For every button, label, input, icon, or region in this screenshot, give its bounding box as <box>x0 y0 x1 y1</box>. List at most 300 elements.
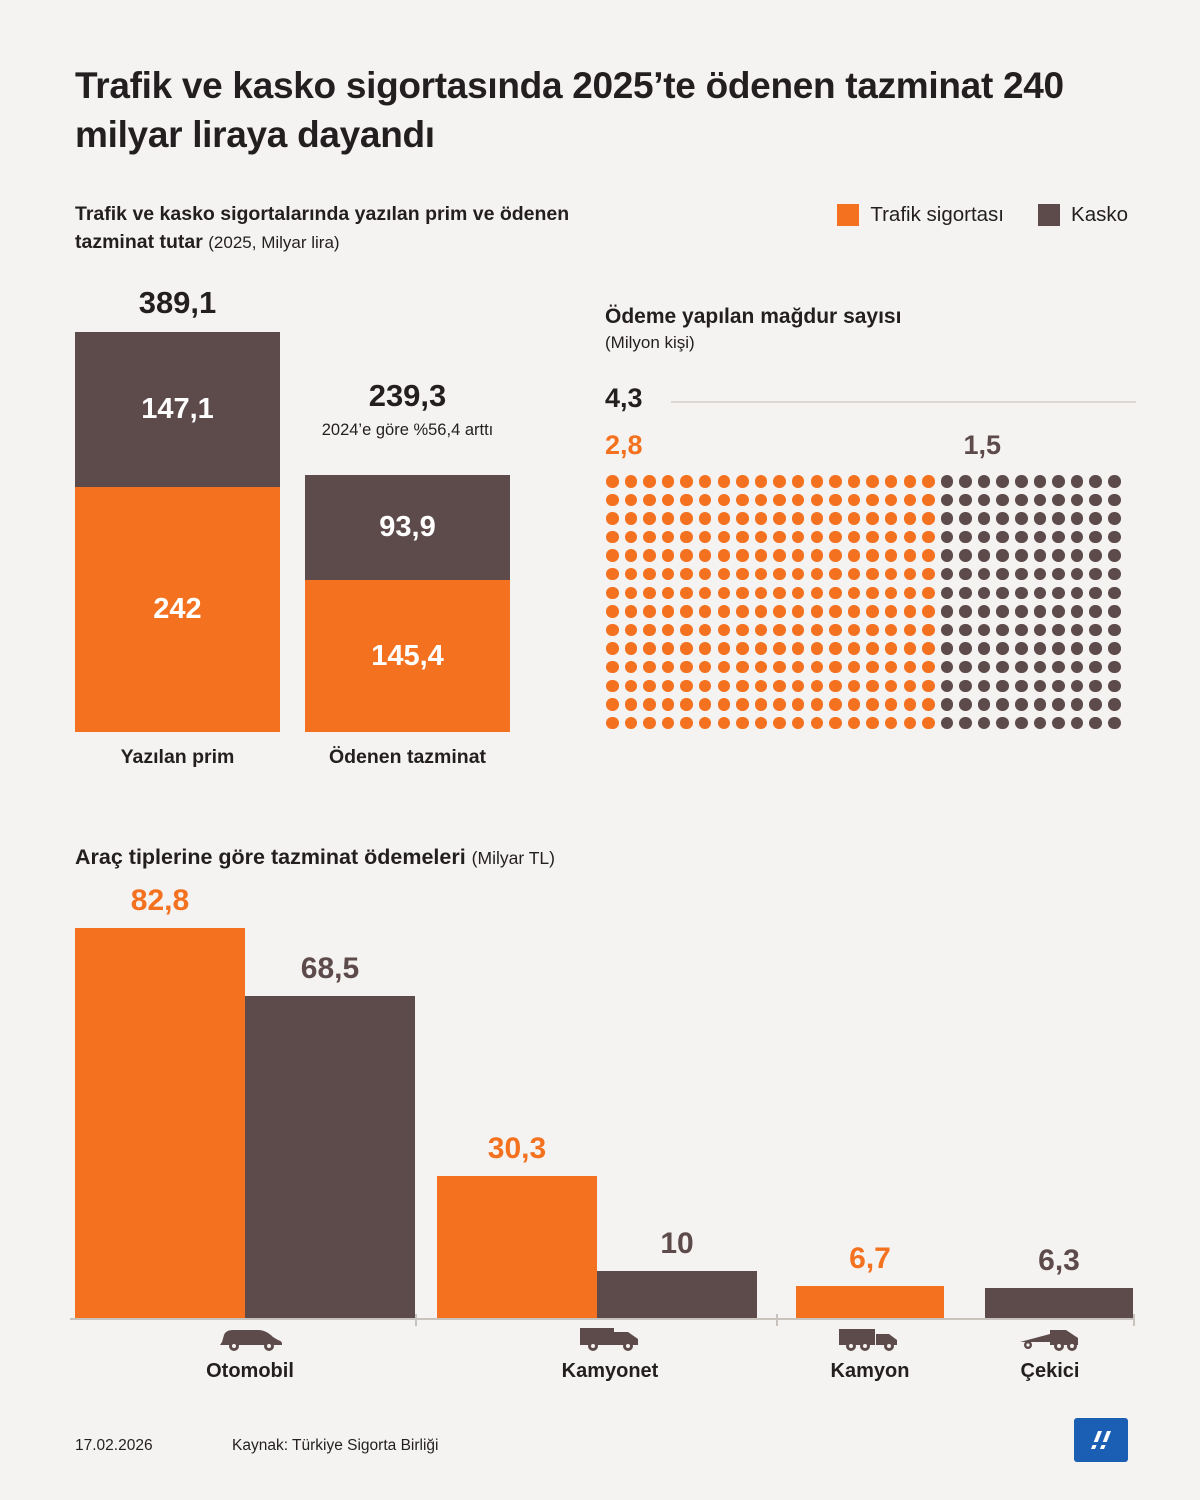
pictogram-dot <box>829 531 842 544</box>
pictogram-dot <box>904 605 917 618</box>
pictogram-dot <box>1034 587 1047 600</box>
segment-value-trafik-odenen-tazminat: 145,4 <box>371 639 444 672</box>
pictogram-heading: Ödeme yapılan mağdur sayısı <box>605 305 902 328</box>
bar-otomobil-trafik <box>75 884 245 1318</box>
pictogram-dot <box>718 475 731 488</box>
pictogram-dot <box>959 698 972 711</box>
pictogram-dot <box>1089 549 1102 562</box>
pictogram-dot <box>643 698 656 711</box>
pictogram-dot <box>941 587 954 600</box>
pictogram-dot <box>848 549 861 562</box>
pictogram-dot <box>1071 587 1084 600</box>
category-kamyon <box>795 1320 945 1383</box>
pictogram-dot <box>885 568 898 581</box>
pictogram-dot <box>792 605 805 618</box>
pictogram-dot <box>885 549 898 562</box>
pictogram-dot <box>996 624 1009 637</box>
pictogram-dot <box>959 605 972 618</box>
pictogram-dot <box>866 531 879 544</box>
pictogram-dot <box>904 531 917 544</box>
pictogram-dot <box>978 624 991 637</box>
pictogram-dot <box>1089 717 1102 730</box>
pictogram-dot <box>959 680 972 693</box>
pictogram-dot <box>904 661 917 674</box>
pictogram-dot <box>811 680 824 693</box>
pictogram-dot <box>978 680 991 693</box>
pictogram-dot <box>848 512 861 525</box>
pictogram-dot <box>792 587 805 600</box>
pictogram-dot <box>848 680 861 693</box>
pictogram-dot <box>829 680 842 693</box>
pictogram-dot <box>680 624 693 637</box>
pictogram-dot <box>773 605 786 618</box>
pictogram-dot <box>922 680 935 693</box>
segment-value-kasko-odenen-tazminat: 93,9 <box>379 511 436 543</box>
pictogram-dot <box>811 661 824 674</box>
pictogram-dot <box>755 624 768 637</box>
pictogram-dot <box>829 605 842 618</box>
pictogram-dot <box>1089 661 1102 674</box>
pictogram-dot <box>718 531 731 544</box>
pictogram-dot <box>1071 680 1084 693</box>
pictogram-dot <box>996 605 1009 618</box>
pictogram-dot <box>680 680 693 693</box>
pictogram-dot <box>996 475 1009 488</box>
pictogram-dot <box>1052 680 1065 693</box>
pictogram-dot <box>773 642 786 655</box>
pictogram-dot <box>848 605 861 618</box>
pictogram-dot <box>792 568 805 581</box>
pictogram-dot <box>978 549 991 562</box>
pictogram-dot <box>996 494 1009 507</box>
column-total-yazilan-prim: 389,1 <box>138 285 217 320</box>
pictogram-dot <box>718 568 731 581</box>
category-label-otomobil: Otomobil <box>206 1360 294 1382</box>
pictogram-dot <box>606 698 619 711</box>
pictogram-dot <box>941 624 954 637</box>
pictogram-dot <box>922 512 935 525</box>
pictogram-dot <box>773 587 786 600</box>
bar-kamyonet-kasko <box>597 1227 757 1318</box>
pictogram-dot <box>680 605 693 618</box>
bar-value-otomobil-trafik: 82,8 <box>130 884 190 917</box>
pictogram-dot <box>662 549 675 562</box>
pictogram-dot <box>885 531 898 544</box>
pictogram-dot <box>606 717 619 730</box>
pictogram-dot <box>829 587 842 600</box>
pictogram-dot <box>773 568 786 581</box>
pictogram-dot <box>699 605 712 618</box>
pictogram-dot <box>1052 717 1065 730</box>
pictogram-dot <box>792 531 805 544</box>
legend-swatch-brown <box>1038 204 1060 226</box>
pictogram-dot <box>1052 494 1065 507</box>
pictogram-dot <box>1071 475 1084 488</box>
pictogram-dot <box>606 661 619 674</box>
pictogram-dot <box>773 531 786 544</box>
pictogram-dot <box>755 680 768 693</box>
pictogram-dot <box>941 661 954 674</box>
pictogram-dot <box>606 624 619 637</box>
pictogram-dot <box>1071 661 1084 674</box>
column-label-yazilan-prim: Yazılan prim <box>120 746 235 768</box>
pictogram-dot <box>904 717 917 730</box>
pictogram-dot <box>941 698 954 711</box>
pictogram-dot <box>1052 549 1065 562</box>
pictogram-dot <box>848 475 861 488</box>
pictogram-dot <box>922 717 935 730</box>
pictogram-dot <box>866 475 879 488</box>
pictogram-dot <box>829 642 842 655</box>
pictogram-dot <box>755 549 768 562</box>
pictogram-dot <box>866 494 879 507</box>
pictogram-dot <box>736 512 749 525</box>
pictogram-dot <box>885 587 898 600</box>
pictogram-dot <box>1089 512 1102 525</box>
pictogram-dot <box>959 717 972 730</box>
pictogram-dot <box>811 642 824 655</box>
pictogram-dot <box>680 494 693 507</box>
pictogram-dot <box>848 717 861 730</box>
pictogram-dot <box>1052 512 1065 525</box>
pictogram-dot <box>699 549 712 562</box>
pictogram-dot <box>736 568 749 581</box>
pictogram-dot <box>978 698 991 711</box>
pictogram-dot <box>699 642 712 655</box>
pictogram-dot <box>699 680 712 693</box>
pictogram-dot <box>699 494 712 507</box>
pictogram-dot <box>1034 475 1047 488</box>
pictogram-dot <box>978 568 991 581</box>
pictogram-dot <box>1052 661 1065 674</box>
pictogram-dot <box>904 587 917 600</box>
footer-source: Kaynak: Türkiye Sigorta Birliği <box>232 1437 439 1454</box>
pictogram-dot <box>829 661 842 674</box>
section2-heading-main: Araç tiplerine göre tazminat ödemeleri <box>75 845 472 869</box>
van-icon <box>525 1320 695 1354</box>
pictogram-dot <box>811 512 824 525</box>
pictogram-dot <box>1089 531 1102 544</box>
pictogram-dot <box>662 624 675 637</box>
pictogram-dot <box>792 717 805 730</box>
pictogram-dot <box>606 512 619 525</box>
pictogram-dot <box>996 512 1009 525</box>
pictogram-dot <box>680 642 693 655</box>
aa-logo-icon <box>1074 1418 1128 1462</box>
pictogram-dot <box>996 642 1009 655</box>
pictogram-dot <box>941 680 954 693</box>
pictogram-dot <box>773 475 786 488</box>
pictogram-dot <box>792 624 805 637</box>
pictogram-dot <box>1015 661 1028 674</box>
pictogram-dot <box>1034 549 1047 562</box>
pictogram-dot <box>829 624 842 637</box>
pictogram-dot <box>904 698 917 711</box>
pictogram-dot <box>1071 642 1084 655</box>
pictogram-dot <box>904 494 917 507</box>
pictogram-dot <box>1089 680 1102 693</box>
pictogram-dot <box>866 512 879 525</box>
pictogram-dot <box>978 512 991 525</box>
pictogram-dot <box>885 624 898 637</box>
pictogram-dot <box>1108 680 1121 693</box>
pictogram-dot <box>1089 587 1102 600</box>
pictogram-dot <box>1052 568 1065 581</box>
category-label-cekici: Çekici <box>1020 1360 1080 1382</box>
pictogram-dot <box>718 717 731 730</box>
segment-value-kasko-yazilan-prim: 147,1 <box>141 393 214 425</box>
pictogram-dot <box>959 587 972 600</box>
pictogram-dot <box>922 568 935 581</box>
pictogram-dot <box>773 494 786 507</box>
pictogram-dot <box>1052 475 1065 488</box>
pictogram-dot <box>922 624 935 637</box>
bar-value-kamyon-trafik: 6,7 <box>849 1242 891 1275</box>
pictogram-dot <box>718 661 731 674</box>
pictogram-dot <box>680 698 693 711</box>
pictogram-dot <box>996 717 1009 730</box>
pictogram-value-kasko: 1,5 <box>963 430 1001 460</box>
pictogram-dot <box>792 549 805 562</box>
pictogram-dot <box>1108 661 1121 674</box>
pictogram-dot <box>1052 624 1065 637</box>
pictogram-dot <box>1034 605 1047 618</box>
pictogram-dot <box>904 624 917 637</box>
pictogram-dot <box>866 680 879 693</box>
pictogram-dot <box>1108 512 1121 525</box>
pictogram-dot <box>755 661 768 674</box>
pictogram-dot <box>829 698 842 711</box>
pictogram-dot <box>625 531 638 544</box>
pictogram-dot <box>755 512 768 525</box>
pictogram-dot <box>1108 475 1121 488</box>
pictogram-dot <box>718 587 731 600</box>
pictogram-dot <box>643 587 656 600</box>
pictogram-dot <box>792 512 805 525</box>
pictogram-divider <box>671 401 1136 403</box>
pictogram-dot <box>718 494 731 507</box>
bar-kamyonet-trafik <box>437 1132 597 1318</box>
pictogram-dot <box>699 661 712 674</box>
pictogram-dot <box>941 568 954 581</box>
pictogram-dot <box>904 568 917 581</box>
pictogram-dot <box>643 549 656 562</box>
pictogram-dot <box>643 494 656 507</box>
pictogram-dot <box>625 549 638 562</box>
pictogram-dot <box>736 698 749 711</box>
pictogram-dot <box>755 587 768 600</box>
pictogram-dot <box>662 475 675 488</box>
section2-heading <box>75 845 555 870</box>
pictogram-dot <box>848 494 861 507</box>
pictogram-dot <box>680 549 693 562</box>
pictogram-dot <box>1071 568 1084 581</box>
tow-truck-icon <box>975 1320 1125 1354</box>
pictogram-dot <box>662 531 675 544</box>
pictogram-dot <box>606 680 619 693</box>
pictogram-dot <box>755 475 768 488</box>
pictogram-dot <box>922 605 935 618</box>
segment-trafik-odenen-tazminat <box>305 580 510 732</box>
pictogram-dot <box>662 661 675 674</box>
pictogram-dot <box>1015 587 1028 600</box>
pictogram-dot <box>773 717 786 730</box>
pictogram-dot <box>941 512 954 525</box>
pictogram-dot <box>811 568 824 581</box>
segment-kasko-odenen-tazminat <box>305 475 510 580</box>
pictogram-dot <box>1108 531 1121 544</box>
pictogram-dot <box>848 661 861 674</box>
pictogram-dot <box>792 698 805 711</box>
pictogram-dot <box>625 717 638 730</box>
pictogram-dot <box>792 642 805 655</box>
pictogram-dot <box>718 680 731 693</box>
pictogram-dot <box>1015 698 1028 711</box>
pictogram-dot <box>829 512 842 525</box>
pictogram-dot <box>848 531 861 544</box>
legend-item-trafik <box>837 203 1004 227</box>
pictogram-dot <box>811 717 824 730</box>
pictogram-dot <box>773 680 786 693</box>
pictogram-dot <box>773 661 786 674</box>
pictogram-dot <box>1089 475 1102 488</box>
pictogram-dot <box>680 661 693 674</box>
pictogram-total: 4,3 <box>605 383 643 413</box>
pictogram-dot <box>1071 698 1084 711</box>
pictogram-dot <box>680 475 693 488</box>
section2-heading-sub: (Milyar TL) <box>471 848 555 868</box>
pictogram-dot <box>643 605 656 618</box>
legend-label-kasko: Kasko <box>1071 203 1128 226</box>
pictogram-dot <box>1108 717 1121 730</box>
legend-label-trafik: Trafik sigortası <box>870 203 1005 226</box>
category-kamyonet <box>525 1320 695 1383</box>
pictogram-dot <box>699 568 712 581</box>
pictogram-dot <box>866 587 879 600</box>
pictogram-dot <box>941 605 954 618</box>
pictogram-dot <box>1034 642 1047 655</box>
pictogram-dot <box>643 475 656 488</box>
pictogram-dot <box>959 549 972 562</box>
pictogram-dot <box>885 717 898 730</box>
pictogram-dot <box>773 698 786 711</box>
page-title: Trafik ve kasko sigortasında 2025’te ödenen tazminat 240 milyar liraya dayandı <box>75 65 1064 155</box>
pictogram-dot <box>848 568 861 581</box>
category-otomobil <box>165 1320 335 1383</box>
pictogram-dot <box>625 680 638 693</box>
pictogram-dot <box>978 587 991 600</box>
legend-item-kasko <box>1038 203 1128 227</box>
bar-kamyon-trafik <box>796 1242 944 1318</box>
pictogram-dot <box>959 494 972 507</box>
pictogram-dot <box>1071 624 1084 637</box>
pictogram-dot <box>1034 698 1047 711</box>
pictogram-dot <box>941 531 954 544</box>
pictogram-dot <box>922 642 935 655</box>
pictogram-dot <box>625 661 638 674</box>
pictogram-dot <box>662 605 675 618</box>
pictogram-dot <box>1089 698 1102 711</box>
pictogram-dot <box>699 475 712 488</box>
car-icon <box>165 1320 335 1354</box>
pictogram-dot <box>904 642 917 655</box>
pictogram-dot <box>736 475 749 488</box>
pictogram-dot <box>1034 531 1047 544</box>
pictogram-dot <box>848 624 861 637</box>
pictogram-dot <box>904 549 917 562</box>
pictogram-dot <box>625 512 638 525</box>
vehicle-category-row <box>70 1320 1135 1400</box>
pictogram-dot <box>1071 717 1084 730</box>
pictogram-dot <box>978 717 991 730</box>
pictogram-dot <box>996 568 1009 581</box>
pictogram-dot <box>866 605 879 618</box>
pictogram-dot <box>606 605 619 618</box>
pictogram-dot <box>606 568 619 581</box>
pictogram-dot <box>662 698 675 711</box>
pictogram-dot <box>996 680 1009 693</box>
pictogram-dot <box>941 494 954 507</box>
pictogram-dot <box>755 494 768 507</box>
pictogram-dot <box>959 624 972 637</box>
pictogram-dot <box>699 587 712 600</box>
pictogram-dot <box>1034 680 1047 693</box>
column-total-odenen-tazminat: 239,3 <box>368 378 447 413</box>
pictogram-dot <box>718 605 731 618</box>
pictogram-dot <box>1089 624 1102 637</box>
pictogram-dot <box>1089 568 1102 581</box>
pictogram-dot <box>792 475 805 488</box>
pictogram-dot <box>699 531 712 544</box>
pictogram-dot <box>866 568 879 581</box>
pictogram-dot <box>1015 605 1028 618</box>
pictogram-dot <box>904 475 917 488</box>
pictogram-dot <box>996 698 1009 711</box>
category-label-kamyonet: Kamyonet <box>561 1360 659 1382</box>
pictogram-dot <box>922 549 935 562</box>
stacked-bar-chart <box>75 285 585 790</box>
pictogram-dot <box>922 698 935 711</box>
pictogram-dot <box>996 531 1009 544</box>
pictogram-dot <box>792 661 805 674</box>
pictogram-dot <box>662 680 675 693</box>
pictogram-dot <box>662 717 675 730</box>
pictogram-dot <box>1015 512 1028 525</box>
pictogram-dot <box>1108 568 1121 581</box>
pictogram-dot <box>625 698 638 711</box>
section1-heading-sub: (2025, Milyar lira) <box>208 233 340 253</box>
pictogram-dot <box>680 717 693 730</box>
pictogram-dot <box>606 642 619 655</box>
column-label-odenen-tazminat: Ödenen tazminat <box>328 746 487 768</box>
pictogram-dot <box>625 475 638 488</box>
pictogram-dot <box>662 512 675 525</box>
pictogram-dot <box>1034 512 1047 525</box>
pictogram-dot <box>755 531 768 544</box>
pictogram-dot <box>885 494 898 507</box>
pictogram-dot <box>1015 624 1028 637</box>
vehicle-bar-chart <box>70 884 1135 1320</box>
pictogram-dot <box>773 549 786 562</box>
pictogram-dot <box>978 661 991 674</box>
pictogram-dot <box>996 661 1009 674</box>
pictogram-dot <box>643 642 656 655</box>
pictogram-dot <box>811 531 824 544</box>
pictogram-dot <box>1052 605 1065 618</box>
pictogram-dot <box>1034 661 1047 674</box>
bar-value-kamyonet-kasko: 10 <box>660 1227 694 1260</box>
pictogram-dot <box>1108 624 1121 637</box>
